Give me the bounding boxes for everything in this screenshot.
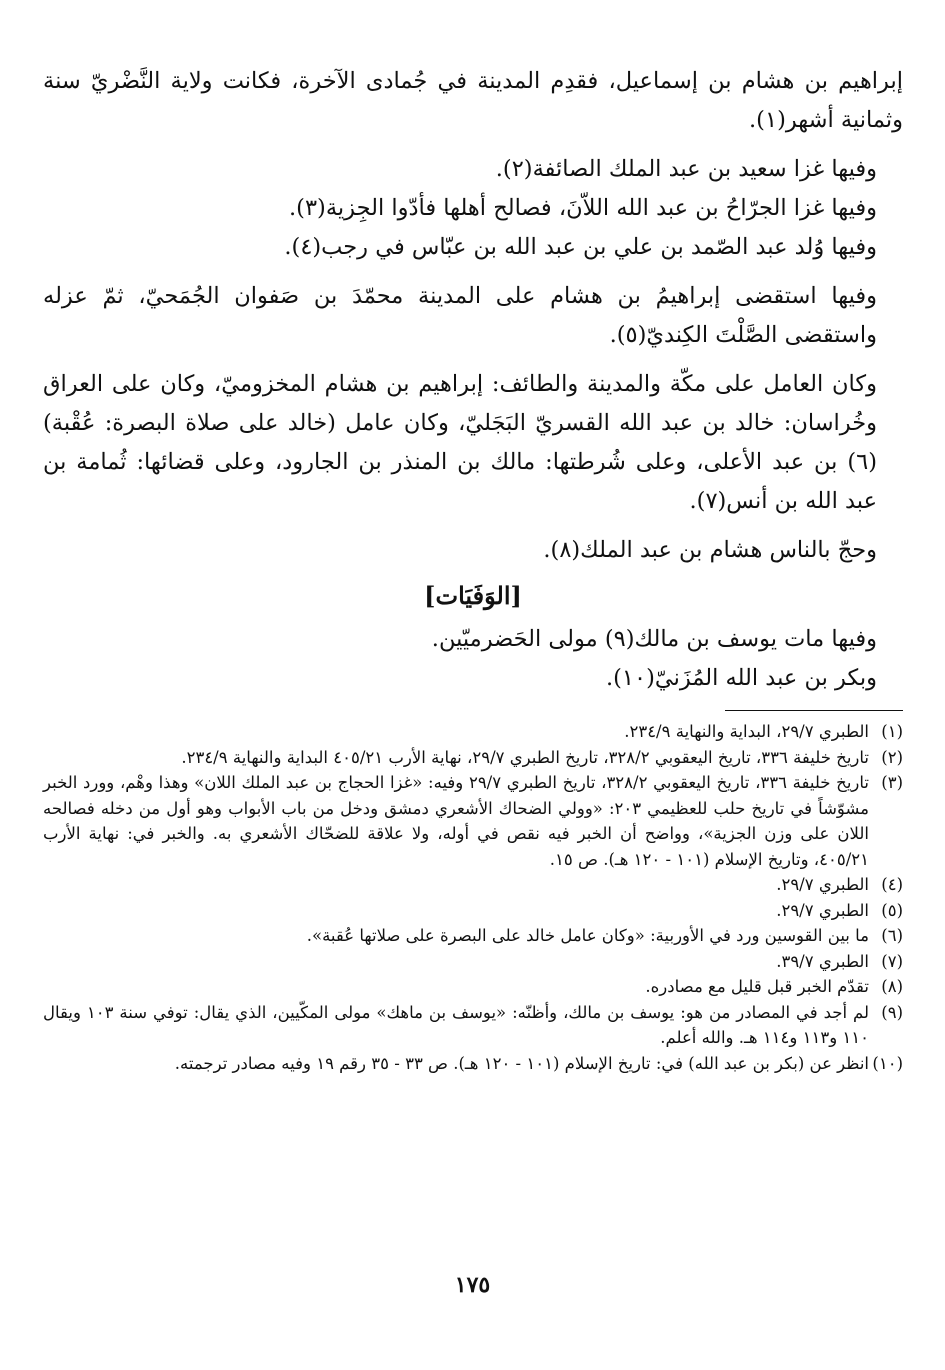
footnote-number: (٢)	[881, 747, 903, 767]
footnote-number: (٤)	[881, 875, 903, 894]
footnote	[43, 923, 903, 949]
footnote-text: لم أجد في المصادر من هو: يوسف بن مالك، وأظنّه: «يوسف بن ماهك» مولى المكّيين، الذي يقال: توفي سنة ١٠٣ ويقال ١١٠ و١١٣ و١١٤ هـ. والله أعلم.	[43, 1002, 869, 1047]
paragraph: وفيها غزا سعيد بن عبد الملك الصائفة(٢).	[495, 156, 877, 182]
footnote-number: (٥)	[881, 900, 903, 920]
footnote	[43, 898, 903, 924]
footnote-text: تقدّم الخبر قبل قليل مع مصادره.	[645, 977, 869, 996]
footnote-text: تاريخ خليفة ٣٣٦، تاريخ اليعقوبي ٣٢٨/٢، تاريخ الطبري ٢٩/٧ وفيه: «غزا الحجاج بن عبد الملك اللان» وهذا وهْم، وورد الخبر مشوّشاً في تاريخ حلب للعظيمي ٢٠٣: «وولي الضحاك الأشعري دمشق ودخل من باب الأبواب وهو أول من دخله فصالحه اللان على وزن الجزية»، وواضح أن الخبر فيه نقص في أوله، ولا علاقة للضحّاك الأشعري به. والخبر في: نهاية الأرب ٤٠٥/٢١، وتاريخ الإسلام (١٠١ - ١٢٠ هـ). ص ١٥.	[43, 773, 869, 869]
footnote-text: تاريخ خليفة ٣٣٦، تاريخ اليعقوبي ٣٢٨/٢، تاريخ الطبري ٢٩/٧، نهاية الأرب ٤٠٥/٢١ البداية والنهاية ٢٣٤/٩.	[181, 747, 869, 767]
main-text	[43, 62, 903, 698]
book-page	[43, 62, 903, 1076]
paragraph: وفيها وُلد عبد الصّمد بن علي بن عبد الله بن عبّاس في رجب(٤).	[284, 234, 877, 260]
footnotes	[43, 719, 903, 1076]
footnote-text: الطبري ٣٩/٧.	[776, 951, 869, 971]
paragraph: وبكر بن عبد الله المُزَنيّ(١٠).	[605, 665, 877, 691]
footnote-number: (٧)	[881, 951, 903, 971]
paragraph: وفيها مات يوسف بن مالك(٩) مولى الحَضرميّين.	[431, 626, 877, 652]
footnote-number: (١٠)	[872, 1053, 903, 1073]
footnote	[43, 974, 903, 1000]
footnote-number: (٨)	[881, 977, 903, 996]
footnote	[43, 1051, 903, 1077]
footnote-text: الطبري ٢٩/٧.	[776, 875, 869, 894]
footnote-text: الطبري ٢٩/٧.	[776, 900, 869, 920]
footnote	[43, 745, 903, 771]
footnote-number: (٩)	[881, 1002, 903, 1022]
footnote-text: ما بين القوسين ورد في الأوربية: «وكان عامل خالد على البصرة على صلاتها عُقبة».	[306, 926, 869, 945]
footnote	[43, 770, 903, 872]
footnote-text: الطبري ٢٩/٧، البداية والنهاية ٢٣٤/٩.	[624, 722, 869, 741]
paragraph: وفيها استقضى إبراهيمُ بن هشام على المدينة محمّدَ بن صَفوان الجُمَحيّ، ثمّ عزله واستقضى الصَّلْتَ الكِنديّ(٥).	[43, 283, 877, 348]
footnote	[43, 872, 903, 898]
paragraph: وفيها غزا الجرّاحُ بن عبد الله اللاّنَ، فصالح أهلها فأدّوا الجِزية(٣).	[289, 195, 877, 221]
paragraph: وحجّ بالناس هشام بن عبد الملك(٨).	[543, 537, 877, 563]
footnote-text: انظر عن (بكر بن عبد الله) في: تاريخ الإسلام (١٠١ - ١٢٠ هـ). ص ٣٣ - ٣٥ رقم ١٩ وفيه مصادر ترجمته.	[174, 1053, 869, 1073]
paragraph: إبراهيم بن هشام بن إسماعيل، فقدِم المدينة في جُمادى الآخرة، فكانت ولاية النَّضْريّ سنة وثمانية أشهر(١).	[43, 68, 903, 133]
footnote	[43, 719, 903, 745]
footnote-separator	[725, 710, 903, 711]
footnote	[43, 949, 903, 975]
section-heading: [الوَفَيَات]	[424, 581, 522, 610]
footnote	[43, 1000, 903, 1051]
paragraph: وكان العامل على مكّة والمدينة والطائف: إبراهيم بن هشام المخزوميّ، وكان على العراق وخُراسان: خالد بن عبد الله القسريّ البَجَليّ، وكان عامل (خالد على صلاة البصرة: عُقْبة)(٦) بن عبد الأعلى، وعلى شُرطتها: مالك بن المنذر بن الجارود، وعلى قضائها: ثُمامة بن عبد الله بن أنس(٧).	[43, 371, 877, 514]
footnote-number: (٣)	[881, 773, 903, 792]
footnote-number: (٦)	[881, 926, 903, 945]
page-number: ١٧٥	[454, 1272, 491, 1298]
footnote-number: (١)	[881, 722, 903, 741]
